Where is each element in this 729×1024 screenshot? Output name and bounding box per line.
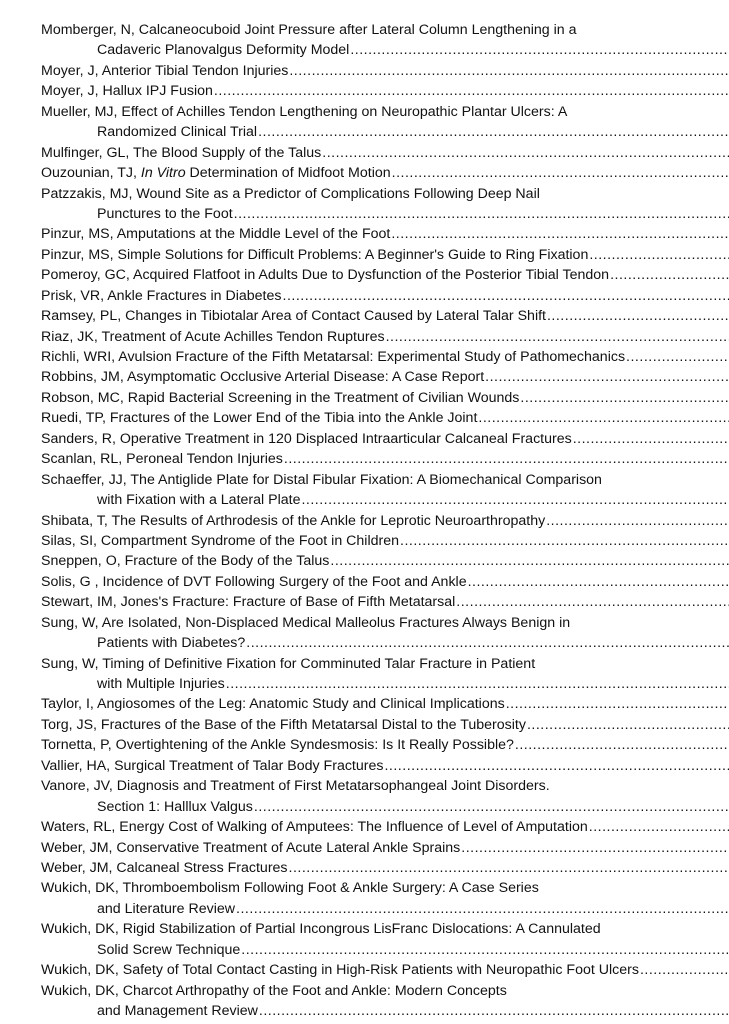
index-entry	[41, 429, 729, 449]
dot-leader	[254, 797, 729, 817]
index-entry	[41, 756, 729, 776]
entry-text: Robbins, JM, Asymptomatic Occlusive Arterial Disease: A Case Report	[41, 369, 485, 386]
index-entry	[41, 551, 729, 571]
dot-leader	[322, 143, 729, 163]
entry-first-line	[41, 306, 729, 326]
entry-text: Waters, RL, Energy Cost of Walking of Amputees: The Influence of Level of Amputation	[41, 819, 588, 836]
entry-text: and Management Review	[97, 1003, 258, 1019]
entry-text: with Multiple Injuries	[97, 676, 225, 692]
entry-text: Cadaveric Planovalgus Deformity Model	[97, 42, 350, 59]
entry-first-line	[41, 919, 729, 939]
entry-first-line	[41, 102, 729, 122]
entry-text: Pinzur, MS, Simple Solutions for Difficult Problems: A Beginner's Guide to Ring Fixation	[41, 246, 589, 263]
index-entry	[41, 449, 729, 469]
entry-text: Solid Screw Technique	[97, 941, 241, 958]
entry-first-line	[41, 163, 729, 183]
dot-leader	[214, 81, 729, 101]
dot-leader	[301, 490, 729, 510]
dot-leader	[246, 633, 729, 653]
entry-first-line	[41, 327, 729, 347]
entry-first-line	[41, 224, 729, 244]
entry-text: Ramsey, PL, Changes in Tibiotalar Area of Contact Caused by Lateral Talar Shift	[41, 308, 546, 325]
dot-leader	[236, 899, 729, 919]
dot-leader	[392, 163, 729, 183]
entry-first-line	[41, 838, 729, 858]
index-entry	[41, 776, 729, 817]
index-entry	[41, 572, 729, 592]
dot-leader	[259, 1001, 729, 1021]
entry-text: Weber, JM, Calcaneal Stress Fractures	[41, 859, 288, 876]
dot-leader	[386, 327, 729, 347]
entry-text: Punctures to the Foot	[97, 205, 233, 222]
dot-leader	[626, 347, 729, 367]
entry-first-line	[41, 81, 729, 101]
index-entry	[41, 184, 729, 225]
entry-first-line	[41, 715, 729, 735]
entry-first-line	[41, 735, 729, 755]
dot-leader	[589, 817, 729, 837]
entry-first-line	[41, 960, 729, 980]
dot-leader	[547, 306, 729, 326]
entry-text: Wukich, DK, Charcot Arthropathy of the Foot and Ankle: Modern Concepts	[41, 982, 507, 999]
entry-text: Scanlan, RL, Peroneal Tendon Injuries	[41, 451, 283, 468]
entry-text: Randomized Clinical Trial	[97, 124, 258, 141]
index-entry	[41, 265, 729, 285]
entry-text: Ruedi, TP, Fractures of the Lower End of the Tibia into the Ankle Joint	[41, 410, 478, 427]
index-entry	[41, 878, 729, 919]
dot-leader	[640, 960, 729, 980]
entry-first-line	[41, 756, 729, 776]
entry-first-line	[41, 347, 729, 367]
entry-text: Silas, SI, Compartment Syndrome of the Foot in Children	[41, 532, 399, 549]
dot-leader	[468, 572, 729, 592]
entry-text: Vallier, HA, Surgical Treatment of Talar Body Fractures	[41, 757, 384, 774]
index-entry	[41, 592, 729, 612]
entry-text: Sung, W, Are Isolated, Non-Displaced Medical Malleolus Fractures Always Benign in	[41, 614, 571, 631]
entry-text: Pinzur, MS, Amputations at the Middle Level of the Foot	[41, 226, 391, 243]
index-entry	[41, 20, 729, 61]
index-entry	[41, 143, 729, 163]
dot-leader	[289, 61, 729, 81]
entry-continuation-line	[41, 674, 729, 694]
entry-first-line	[41, 449, 729, 469]
index-entry	[41, 858, 729, 878]
entry-text: Momberger, N, Calcaneocuboid Joint Pressure after Lateral Column Lengthening in a	[41, 22, 577, 38]
index-entry	[41, 81, 729, 101]
entry-first-line	[41, 694, 729, 714]
entry-text: Wukich, DK, Rigid Stabilization of Partial Incongrous LisFranc Dislocations: A Cannulated	[41, 921, 601, 938]
entry-first-line	[41, 61, 729, 81]
entry-text: Sanders, R, Operative Treatment in 120 Displaced Intraarticular Calcaneal Fractures	[41, 430, 572, 447]
index-entry	[41, 511, 729, 531]
entry-text: Riaz, JK, Treatment of Acute Achilles Tendon Ruptures	[41, 328, 385, 345]
dot-leader	[350, 40, 729, 60]
index-entry	[41, 286, 729, 306]
entry-text: Schaeffer, JJ, The Antiglide Plate for Distal Fibular Fixation: A Biomechanical Comparison	[41, 471, 602, 488]
entry-first-line	[41, 143, 729, 163]
entry-text: Sneppen, O, Fracture of the Body of the Talus	[41, 553, 330, 570]
dot-leader	[391, 224, 729, 244]
entry-text: Mueller, MJ, Effect of Achilles Tendon Lengthening on Neuropathic Plantar Ulcers: A	[41, 103, 568, 120]
dot-leader	[289, 858, 729, 878]
dot-leader	[506, 694, 729, 714]
entry-continuation-line	[41, 122, 729, 142]
dot-leader	[515, 735, 729, 755]
dot-leader	[241, 940, 729, 960]
entry-text: Stewart, IM, Jones's Fracture: Fracture of Base of Fifth Metatarsal	[41, 594, 456, 611]
index-entry	[41, 817, 729, 837]
entry-continuation-line	[41, 40, 729, 60]
dot-leader	[330, 551, 729, 571]
entry-first-line	[41, 531, 729, 551]
dot-leader	[546, 511, 729, 531]
entry-continuation-line	[41, 204, 729, 224]
index-entry	[41, 470, 729, 511]
entry-text: Torg, JS, Fractures of the Base of the Fifth Metatarsal Distal to the Tuberosity	[41, 716, 526, 733]
entry-text: Patzzakis, MJ, Wound Site as a Predictor of Complications Following Deep Nail	[41, 185, 540, 202]
entry-first-line	[41, 572, 729, 592]
entry-text: Tornetta, P, Overtightening of the Ankle Syndesmosis: Is It Really Possible?	[41, 737, 514, 754]
entry-continuation-line	[41, 899, 729, 919]
entry-text: Pomeroy, GC, Acquired Flatfoot in Adults Due to Dysfunction of the Posterior Tibial Tendon	[41, 267, 610, 284]
entry-text: Robson, MC, Rapid Bacterial Screening in the Treatment of Civilian Wounds	[41, 389, 520, 406]
dot-leader	[461, 838, 729, 858]
entry-continuation-line	[41, 797, 729, 817]
index-entry	[41, 838, 729, 858]
entry-first-line	[41, 551, 729, 571]
dot-leader	[520, 388, 729, 408]
entry-first-line	[41, 878, 729, 898]
dot-leader	[610, 265, 729, 285]
dot-leader	[226, 674, 729, 694]
index-entry	[41, 408, 729, 428]
entry-first-line	[41, 858, 729, 878]
index-entry	[41, 654, 729, 695]
entry-continuation-line	[41, 633, 729, 653]
index-entry	[41, 163, 729, 183]
entry-first-line	[41, 981, 729, 1001]
entry-first-line	[41, 265, 729, 285]
entry-first-line	[41, 286, 729, 306]
index-entry	[41, 715, 729, 735]
entry-first-line	[41, 367, 729, 387]
index-entry	[41, 61, 729, 81]
entry-text: Section 1: Halllux Valgus	[97, 798, 253, 815]
index-entry	[41, 388, 729, 408]
entry-text: Richli, WRI, Avulsion Fracture of the Fifth Metatarsal: Experimental Study of Pathomechanics	[41, 349, 626, 365]
entry-text: Moyer, J, Anterior Tibial Tendon Injuries	[41, 62, 289, 79]
entry-text: Prisk, VR, Ankle Fractures in Diabetes	[41, 287, 282, 304]
dot-leader	[485, 367, 729, 387]
index-entry	[41, 735, 729, 755]
index-entry	[41, 367, 729, 387]
index-entry	[41, 327, 729, 347]
index-entry	[41, 981, 729, 1022]
reference-index-list	[41, 20, 729, 1021]
index-entry	[41, 531, 729, 551]
index-entry	[41, 960, 729, 980]
index-entry	[41, 694, 729, 714]
entry-continuation-line	[41, 490, 729, 510]
dot-leader	[284, 449, 729, 469]
dot-leader	[234, 204, 729, 224]
dot-leader	[573, 429, 729, 449]
index-entry	[41, 102, 729, 143]
index-entry	[41, 919, 729, 960]
entry-continuation-line	[41, 940, 729, 960]
entry-text: Wukich, DK, Thromboembolism Following Foot & Ankle Surgery: A Case Series	[41, 880, 539, 897]
entry-first-line	[41, 20, 729, 40]
entry-text: Shibata, T, The Results of Arthrodesis of the Ankle for Leprotic Neuroarthropathy	[41, 512, 546, 529]
entry-continuation-line	[41, 1001, 729, 1021]
entry-text: Weber, JM, Conservative Treatment of Acute Lateral Ankle Sprains	[41, 839, 461, 856]
entry-text: Mulfinger, GL, The Blood Supply of the Talus	[41, 144, 322, 161]
entry-text: Patients with Diabetes?	[97, 635, 246, 652]
entry-text: Solis, G , Incidence of DVT Following Surgery of the Foot and Ankle	[41, 573, 467, 590]
entry-first-line	[41, 408, 729, 428]
index-entry	[41, 306, 729, 326]
entry-first-line	[41, 592, 729, 612]
entry-first-line	[41, 511, 729, 531]
dot-leader	[456, 592, 729, 612]
entry-first-line	[41, 817, 729, 837]
entry-text: Moyer, J, Hallux IPJ Fusion	[41, 83, 213, 100]
dot-leader	[527, 715, 729, 735]
entry-first-line	[41, 245, 729, 265]
index-entry	[41, 245, 729, 265]
dot-leader	[400, 531, 729, 551]
index-entry	[41, 224, 729, 244]
entry-text: Vanore, JV, Diagnosis and Treatment of First Metatarsophangeal Joint Disorders.	[41, 778, 550, 795]
entry-text: Sung, W, Timing of Definitive Fixation for Comminuted Talar Fracture in Patient	[41, 655, 536, 672]
index-entry	[41, 347, 729, 367]
entry-first-line	[41, 184, 729, 204]
entry-first-line	[41, 470, 729, 490]
dot-leader	[589, 245, 729, 265]
entry-text: Wukich, DK, Safety of Total Contact Casting in High-Risk Patients with Neuropathic Foot Ulcers	[41, 962, 639, 979]
entry-text: Taylor, I, Angiosomes of the Leg: Anatomic Study and Clinical Implications	[41, 696, 505, 713]
entry-first-line	[41, 776, 729, 796]
entry-first-line	[41, 613, 729, 633]
dot-leader	[258, 122, 729, 142]
dot-leader	[478, 408, 729, 428]
entry-first-line	[41, 429, 729, 449]
entry-text: with Fixation with a Lateral Plate	[97, 492, 301, 509]
dot-leader	[384, 756, 729, 776]
entry-text: Ouzounian, TJ, In Vitro Determination of Midfoot Motion	[41, 165, 391, 182]
entry-first-line	[41, 654, 729, 674]
dot-leader	[283, 286, 729, 306]
index-entry	[41, 613, 729, 654]
entry-first-line	[41, 388, 729, 408]
entry-text: and Literature Review	[97, 900, 236, 917]
